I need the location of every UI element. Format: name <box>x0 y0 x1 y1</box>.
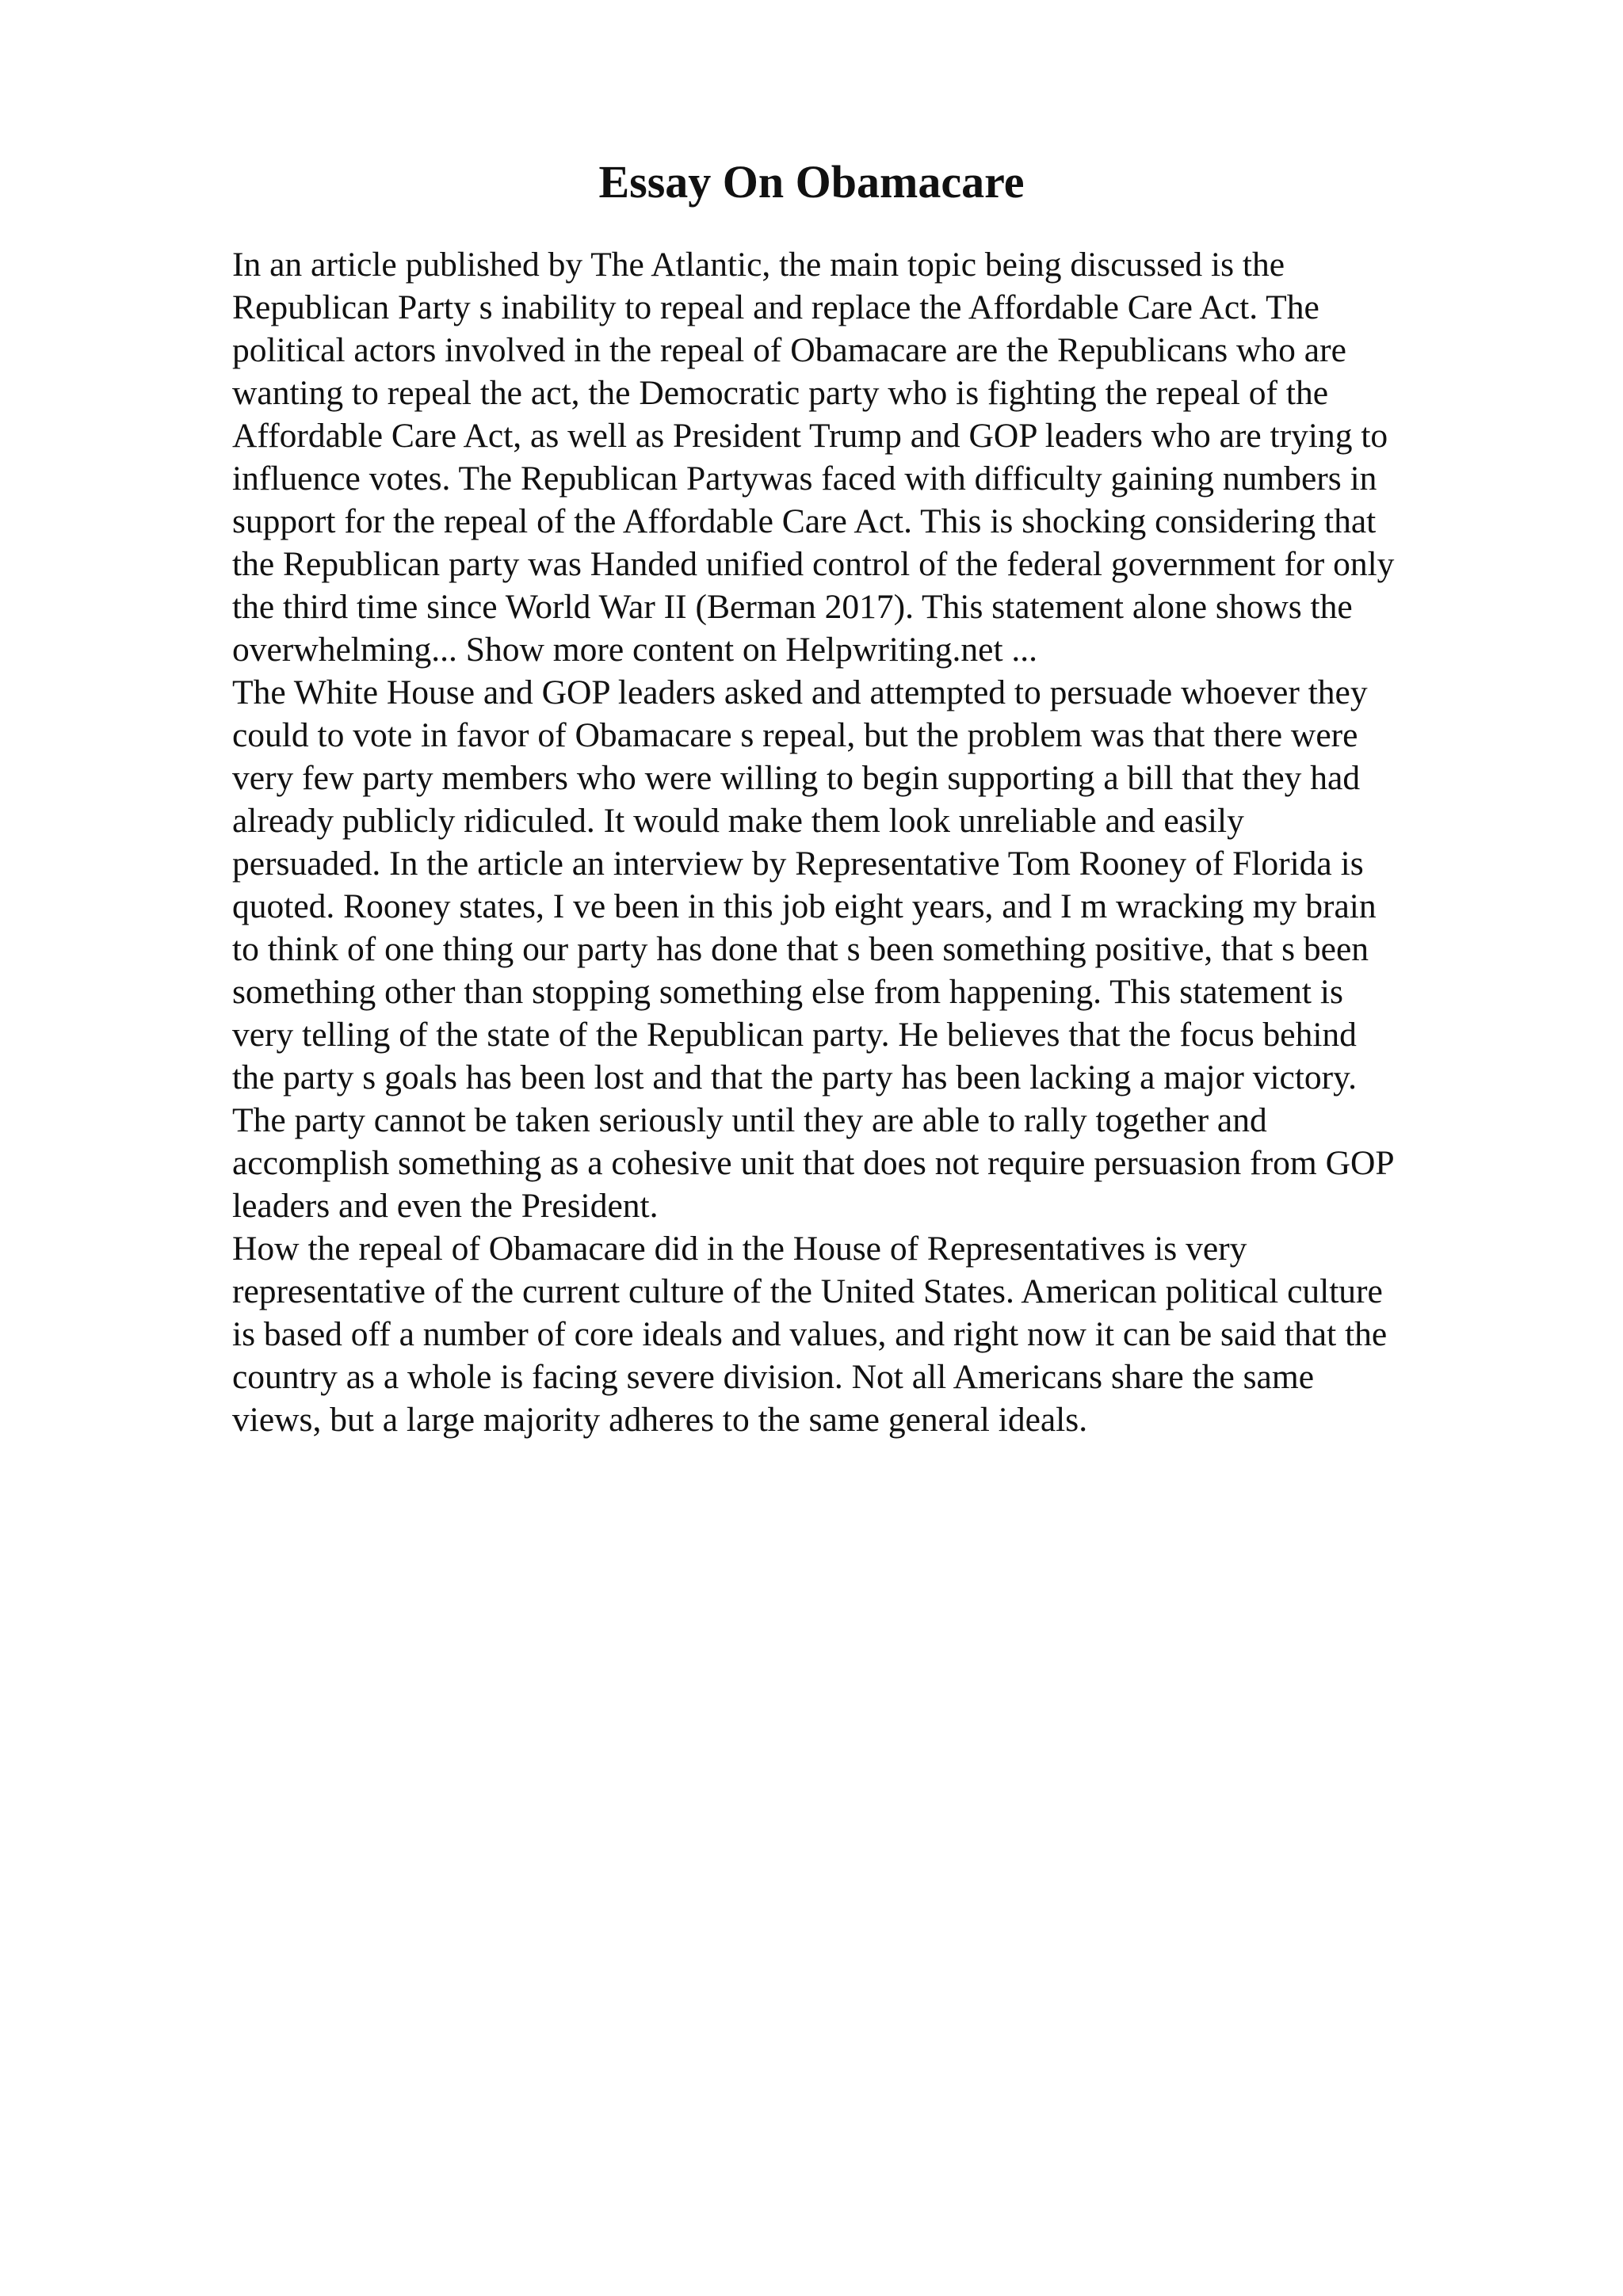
text-line: already publicly ridiculed. It would make them look unreliable and easily <box>232 802 1244 840</box>
text-line: Republican Party s inability to repeal and replace the Affordable Care Act. The <box>232 288 1319 326</box>
essay-body <box>232 243 1484 1441</box>
text-line: support for the repeal of the Affordable Care Act. This is shocking considering that <box>232 502 1377 540</box>
text-line: persuaded. In the article an interview by Representative Tom Rooney of Florida is <box>232 845 1364 883</box>
text-line: very few party members who were willing to begin supporting a bill that they had <box>232 759 1361 797</box>
document-title: Essay On Obamacare <box>598 156 1025 208</box>
text-line: something other than stopping something else from happening. This statement is <box>232 973 1343 1011</box>
text-line: The White House and GOP leaders asked and attempted to persuade whoever they <box>232 673 1368 711</box>
text-line: the Republican party was Handed unified control of the federal government for only <box>232 545 1395 583</box>
text-line: The party cannot be taken seriously until they are able to rally together and <box>232 1101 1267 1139</box>
text-line: quoted. Rooney states, I ve been in this job eight years, and I m wracking my brain <box>232 887 1377 925</box>
text-line: could to vote in favor of Obamacare s repeal, but the problem was that there were <box>232 716 1358 754</box>
text-line: political actors involved in the repeal of Obamacare are the Republicans who are <box>232 331 1346 369</box>
text-line: is based off a number of core ideals and values, and right now it can be said that the <box>232 1315 1388 1353</box>
text-line: country as a whole is facing severe division. Not all Americans share the same <box>232 1358 1315 1396</box>
text-line: views, but a large majority adheres to the same general ideals. <box>232 1401 1088 1439</box>
text-line: How the repeal of Obamacare did in the House of Representatives is very <box>232 1230 1247 1268</box>
text-line: wanting to repeal the act, the Democratic party who is fighting the repeal of the <box>232 374 1329 412</box>
text-line: influence votes. The Republican Partywas faced with difficulty gaining numbers in <box>232 460 1377 498</box>
text-line: very telling of the state of the Republican party. He believes that the focus behind <box>232 1016 1357 1054</box>
text-line: the third time since World War II (Berman 2017). This statement alone shows the <box>232 588 1353 626</box>
text-line: representative of the current culture of the United States. American political culture <box>232 1272 1383 1310</box>
text-line: the party s goals has been lost and that the party has been lacking a major victory. <box>232 1058 1357 1097</box>
text-line: overwhelming... Show more content on Helpwriting.net ... <box>232 631 1038 669</box>
text-line: leaders and even the President. <box>232 1187 659 1225</box>
text-line: accomplish something as a cohesive unit that does not require persuasion from GOP <box>232 1144 1395 1182</box>
text-line: to think of one thing our party has done that s been something positive, that s been <box>232 930 1369 968</box>
text-line: Affordable Care Act, as well as President Trump and GOP leaders who are trying to <box>232 417 1388 455</box>
text-line: In an article published by The Atlantic, the main topic being discussed is the <box>232 246 1285 284</box>
